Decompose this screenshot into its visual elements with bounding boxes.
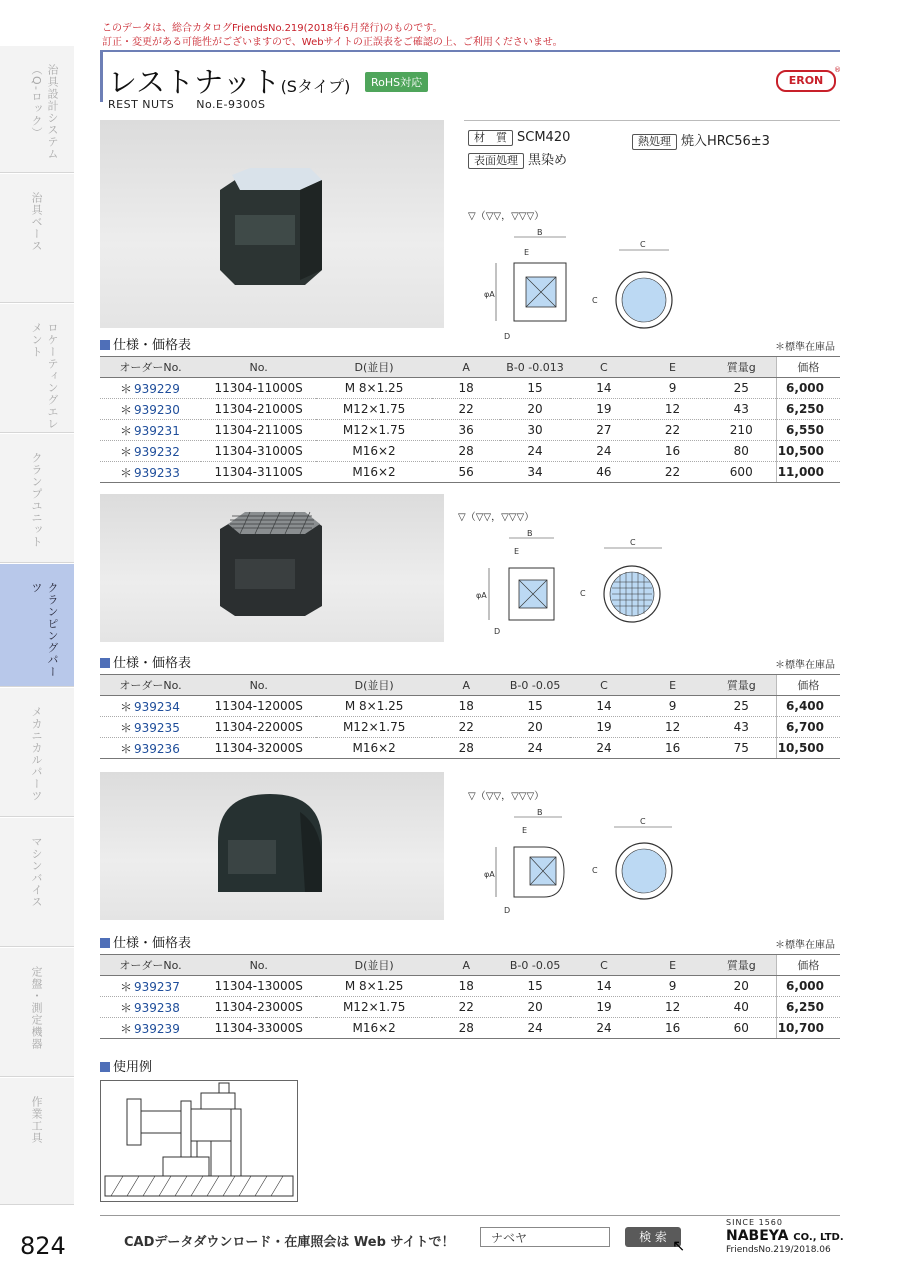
drawing-dome: [464, 787, 704, 927]
dim-b-value: 15: [501, 976, 570, 997]
thread-size: M12×1.75: [316, 399, 432, 420]
notice-line-1: このデータは、総合カタログFriendsNo.219(2018年6月発行)のものです。: [102, 23, 443, 34]
order-number[interactable]: [100, 1018, 201, 1039]
dim-e-value: 9: [638, 696, 707, 717]
dim-c-value: 46: [570, 462, 639, 483]
dim-b-value: 24: [500, 441, 569, 462]
nut-dome-image: [100, 772, 444, 920]
thread-size: M12×1.75: [316, 420, 432, 441]
dim-b: B: [527, 529, 533, 538]
table-row[interactable]: [100, 997, 840, 1018]
thread-size: M12×1.75: [316, 717, 432, 738]
sidenav-label: 治具ベース: [30, 192, 43, 252]
spec-table-3: [100, 954, 840, 1039]
table-row[interactable]: [100, 378, 840, 399]
order-number-link[interactable]: 939238: [134, 1000, 180, 1015]
usage-example-drawing: [100, 1080, 298, 1202]
col-e: E: [638, 955, 707, 976]
stock-asterisk-icon: ＊: [120, 423, 133, 438]
order-number-link[interactable]: 939239: [134, 1021, 180, 1036]
col-b: B-0 -0.05: [501, 955, 570, 976]
registered-mark: ®: [834, 66, 841, 74]
dim-b-value: 24: [501, 1018, 570, 1039]
search-button[interactable]: 検 索: [625, 1227, 681, 1247]
usage-diagram: [101, 1081, 297, 1201]
price-value: 10,500: [776, 441, 840, 462]
stock-asterisk-icon: ＊: [120, 444, 133, 459]
part-number: 11304-21000S: [201, 399, 316, 420]
sidenav-item-1[interactable]: [0, 174, 74, 303]
weight-value: 25: [707, 696, 776, 717]
order-number-link[interactable]: 939237: [134, 979, 180, 994]
dim-e-value: 22: [638, 420, 707, 441]
sidenav-item-6[interactable]: [0, 818, 74, 947]
col-price: 価格: [776, 955, 840, 976]
weight-value: 80: [707, 441, 776, 462]
sidenav-label: ロケーティングエレメント: [30, 322, 59, 430]
finish-mark: ▽（▽▽，▽▽▽）: [468, 791, 545, 802]
part-number: 11304-12000S: [201, 696, 316, 717]
sidenav-item-0[interactable]: [0, 46, 74, 173]
sidenav-label: 定盤・測定機器: [30, 966, 43, 1050]
col-price: 価格: [776, 357, 840, 378]
dim-e-value: 16: [638, 1018, 707, 1039]
dim-a: φA: [484, 290, 495, 299]
english-title: [108, 98, 265, 111]
dim-b-value: 30: [500, 420, 569, 441]
surface-tag: 表面処理: [468, 153, 524, 169]
thread-size: M16×2: [316, 441, 432, 462]
dim-a: φA: [476, 591, 487, 600]
order-number[interactable]: [100, 738, 201, 759]
stock-asterisk-icon: ＊: [120, 381, 133, 396]
order-number-link[interactable]: 939236: [134, 741, 180, 756]
dim-b-value: 20: [501, 717, 570, 738]
dim-a: φA: [484, 870, 495, 879]
col-weight: 質量g: [707, 357, 776, 378]
price-value: 6,250: [776, 997, 840, 1018]
table-row[interactable]: [100, 399, 840, 420]
order-number[interactable]: [100, 399, 201, 420]
thread-size: M12×1.75: [316, 997, 432, 1018]
dim-e-value: 12: [638, 997, 707, 1018]
weight-value: 75: [707, 738, 776, 759]
cad-download-text: CADデータダウンロード・在庫照会は Web サイトで！: [124, 1235, 455, 1250]
dim-c-top: C: [640, 240, 646, 249]
dim-c-value: 14: [570, 378, 639, 399]
title-accent-bar: [100, 52, 103, 102]
dim-e: E: [522, 826, 528, 835]
dim-c-value: 24: [570, 738, 639, 759]
dim-a-value: 36: [432, 420, 501, 441]
order-number[interactable]: [100, 378, 201, 399]
section-square-icon: [100, 658, 110, 668]
section-square-icon: [100, 340, 110, 350]
dim-a-value: 18: [432, 378, 501, 399]
dim-e: E: [514, 547, 520, 556]
dim-c-side: C: [592, 296, 598, 305]
dim-c-value: 19: [570, 997, 639, 1018]
stock-asterisk-icon: ＊: [120, 1000, 133, 1015]
dim-c-value: 24: [570, 441, 639, 462]
stock-asterisk-icon: ＊: [120, 699, 133, 714]
table-row[interactable]: [100, 738, 840, 759]
col-no: No.: [201, 675, 316, 696]
sidenav-item-3[interactable]: [0, 434, 74, 563]
dim-c-value: 19: [570, 399, 639, 420]
dim-b-value: 20: [500, 399, 569, 420]
col-b: B-0 -0.05: [501, 675, 570, 696]
stock-asterisk-icon: ＊: [120, 1021, 133, 1036]
order-number[interactable]: [100, 717, 201, 738]
table-header-row: [100, 955, 840, 976]
col-a: A: [432, 357, 501, 378]
dim-d: D: [504, 332, 511, 341]
col-weight: 質量g: [707, 955, 776, 976]
col-c: C: [570, 357, 639, 378]
finish-mark: ▽（▽▽，▽▽▽）: [458, 512, 535, 523]
section-head-3: [100, 932, 191, 951]
price-value: 11,000: [776, 462, 840, 483]
order-number-link[interactable]: 939234: [134, 699, 180, 714]
section-label: 仕様・価格表: [113, 656, 192, 671]
drawing-knurled: [454, 508, 694, 648]
dim-a-value: 18: [432, 976, 501, 997]
order-number-link[interactable]: 939230: [134, 402, 180, 417]
col-order: オーダーNo.: [100, 357, 201, 378]
col-d: D(並目): [316, 357, 432, 378]
page-number: 824: [20, 1232, 66, 1260]
dim-c-top: C: [640, 817, 646, 826]
nut-knurled-image: [100, 494, 444, 642]
col-weight: 質量g: [707, 675, 776, 696]
sidenav-item-2[interactable]: [0, 304, 74, 433]
order-number-link[interactable]: 939231: [134, 423, 180, 438]
spec-table-1: [100, 356, 840, 483]
price-value: 6,000: [776, 378, 840, 399]
order-number[interactable]: [100, 441, 201, 462]
part-number: 11304-31100S: [201, 462, 316, 483]
footer-divider: [100, 1215, 840, 1216]
part-number: 11304-11000S: [201, 378, 316, 399]
dim-b-value: 24: [501, 738, 570, 759]
dim-a-value: 28: [432, 738, 501, 759]
order-number[interactable]: [100, 696, 201, 717]
sidenav-item-5[interactable]: [0, 688, 74, 817]
search-input[interactable]: ナベヤ: [480, 1227, 610, 1247]
finish-mark: ▽（▽▽，▽▽▽）: [468, 211, 545, 222]
heat-spec: [632, 130, 770, 150]
thread-size: M16×2: [316, 1018, 432, 1039]
dim-a-value: 28: [432, 1018, 501, 1039]
page-title: [108, 60, 350, 101]
weight-value: 600: [707, 462, 776, 483]
catalog-number: FriendsNo.219/2018.06: [726, 1245, 831, 1255]
order-number-link[interactable]: 939229: [134, 381, 180, 396]
stock-asterisk-icon: ＊: [120, 741, 133, 756]
weight-value: 20: [707, 976, 776, 997]
stock-note-2: ＊標準在庫品: [775, 660, 835, 671]
price-value: 10,500: [776, 738, 840, 759]
weight-value: 60: [707, 1018, 776, 1039]
col-order: オーダーNo.: [100, 675, 201, 696]
price-value: 6,700: [776, 717, 840, 738]
section-label: 仕様・価格表: [113, 936, 192, 951]
part-number: 11304-32000S: [201, 738, 316, 759]
table-row[interactable]: [100, 441, 840, 462]
table-row[interactable]: [100, 420, 840, 441]
price-value: 6,550: [776, 420, 840, 441]
surface-spec: [468, 149, 567, 169]
order-number[interactable]: [100, 420, 201, 441]
part-number: 11304-23000S: [201, 997, 316, 1018]
col-b: B-0 -0.013: [500, 357, 569, 378]
weight-value: 43: [707, 399, 776, 420]
drawing-flat: [464, 205, 704, 345]
sidenav-label: クランプユニット: [30, 452, 43, 548]
stock-note-3: ＊標準在庫品: [775, 940, 835, 951]
col-c: C: [570, 675, 639, 696]
english-name: REST NUTS: [108, 98, 175, 111]
dim-a-value: 22: [432, 997, 501, 1018]
col-a: A: [432, 955, 501, 976]
nut-flat-image: [100, 120, 444, 328]
col-d: D(並目): [316, 955, 432, 976]
dim-b: B: [537, 228, 543, 237]
sidenav-label: メカニカルパーツ: [30, 706, 43, 802]
order-number[interactable]: [100, 997, 201, 1018]
dim-b-value: 15: [501, 696, 570, 717]
company-name: NABEYA: [726, 1228, 789, 1244]
dim-d: D: [494, 627, 501, 636]
order-number-link[interactable]: 939233: [134, 465, 180, 480]
dim-e-value: 16: [638, 738, 707, 759]
since-label: SINCE 1560: [726, 1218, 783, 1227]
spec-table-2: [100, 674, 840, 759]
col-price: 価格: [776, 675, 840, 696]
dim-e-value: 12: [638, 717, 707, 738]
heat-value: 焼入HRC56±3: [681, 134, 770, 149]
notice: [102, 22, 563, 50]
surface-value: 黒染め: [528, 153, 568, 168]
thread-size: M16×2: [316, 738, 432, 759]
table-row[interactable]: [100, 1018, 840, 1039]
table-row[interactable]: [100, 976, 840, 997]
dim-e-value: 16: [638, 441, 707, 462]
dim-c-value: 14: [570, 696, 639, 717]
section-square-icon: [100, 1062, 110, 1072]
weight-value: 25: [707, 378, 776, 399]
heat-tag: 熱処理: [632, 134, 677, 150]
part-number: 11304-21100S: [201, 420, 316, 441]
section-head-1: [100, 334, 191, 353]
part-number: 11304-22000S: [201, 717, 316, 738]
stock-asterisk-icon: ＊: [120, 465, 133, 480]
order-number[interactable]: [100, 976, 201, 997]
spec-divider: [464, 120, 840, 121]
table-row[interactable]: [100, 696, 840, 717]
dim-e: E: [524, 248, 530, 257]
product-number: No.E-9300S: [196, 98, 266, 111]
material-tag: 材 質: [468, 130, 513, 146]
material-value: SCM420: [517, 130, 571, 145]
col-c: C: [570, 955, 639, 976]
weight-value: 210: [707, 420, 776, 441]
table-header-row: [100, 357, 840, 378]
part-number: 11304-33000S: [201, 1018, 316, 1039]
table-row[interactable]: [100, 462, 840, 483]
part-number: 11304-13000S: [201, 976, 316, 997]
product-photo-knurled: [100, 494, 444, 642]
stock-asterisk-icon: ＊: [120, 979, 133, 994]
cursor-arrow-icon: ↖: [672, 1236, 686, 1255]
col-d: D(並目): [316, 675, 432, 696]
price-value: 6,250: [776, 399, 840, 420]
usage-label: 使用例: [113, 1060, 153, 1075]
dim-a-value: 22: [432, 717, 501, 738]
top-divider: [100, 50, 840, 52]
dim-e-value: 9: [638, 378, 707, 399]
weight-value: 43: [707, 717, 776, 738]
col-no: No.: [201, 357, 316, 378]
col-order: オーダーNo.: [100, 955, 201, 976]
dim-b-value: 15: [500, 378, 569, 399]
dim-b-value: 20: [501, 997, 570, 1018]
dim-a-value: 22: [432, 399, 501, 420]
section-head-2: [100, 652, 191, 671]
product-photo-flat: [100, 120, 444, 328]
notice-line-2: 訂正・変更がある可能性がございますので、Webサイトの正誤表をご確認の上、ご利用くださいませ。: [102, 37, 563, 48]
product-photo-dome: [100, 772, 444, 920]
dim-b-value: 34: [500, 462, 569, 483]
weight-value: 40: [707, 997, 776, 1018]
dim-e-value: 12: [638, 399, 707, 420]
price-value: 10,700: [776, 1018, 840, 1039]
sidenav-item-4[interactable]: [0, 564, 74, 687]
dim-c-side: C: [592, 866, 598, 875]
col-e: E: [638, 357, 707, 378]
company-logo: [726, 1228, 844, 1244]
dim-c-side: C: [580, 589, 586, 598]
table-body: [100, 696, 840, 759]
dim-c-value: 27: [570, 420, 639, 441]
section-label: 仕様・価格表: [113, 338, 192, 353]
col-no: No.: [201, 955, 316, 976]
part-number: 11304-31000S: [201, 441, 316, 462]
order-number-link[interactable]: 939232: [134, 444, 180, 459]
table-body: [100, 378, 840, 483]
dim-a-value: 28: [432, 441, 501, 462]
usage-head: [100, 1056, 152, 1075]
sidenav-label: 作業工具: [30, 1096, 43, 1144]
section-square-icon: [100, 938, 110, 948]
title-main: レストナット: [108, 65, 281, 99]
table-row[interactable]: [100, 717, 840, 738]
eron-logo: ERON: [776, 70, 836, 92]
table-body: [100, 976, 840, 1039]
dim-e-value: 22: [638, 462, 707, 483]
thread-size: M16×2: [316, 462, 432, 483]
title-sub: (Sタイプ): [280, 77, 351, 96]
company-suffix: CO., LTD.: [793, 1232, 844, 1243]
thread-size: M 8×1.25: [316, 976, 432, 997]
thread-size: M 8×1.25: [316, 696, 432, 717]
sidenav-label: クランピングパーツ: [30, 582, 59, 678]
stock-asterisk-icon: ＊: [120, 720, 133, 735]
sidenav-label: マシンバイス: [30, 836, 43, 908]
stock-note-1: ＊標準在庫品: [775, 342, 835, 353]
dim-c-value: 19: [570, 717, 639, 738]
order-number[interactable]: [100, 462, 201, 483]
dim-b: B: [537, 808, 543, 817]
dim-a-value: 18: [432, 696, 501, 717]
thread-size: M 8×1.25: [316, 378, 432, 399]
sidenav-label: 治具設計システム（Q-ロック）: [30, 64, 59, 160]
stock-asterisk-icon: ＊: [120, 402, 133, 417]
dim-c-top: C: [630, 538, 636, 547]
table-header-row: [100, 675, 840, 696]
price-value: 6,000: [776, 976, 840, 997]
dim-c-value: 14: [570, 976, 639, 997]
price-value: 6,400: [776, 696, 840, 717]
dim-c-value: 24: [570, 1018, 639, 1039]
sidenav-item-7[interactable]: [0, 948, 74, 1077]
col-e: E: [638, 675, 707, 696]
material-spec: [468, 130, 570, 146]
rohs-badge: RoHS対応: [365, 72, 428, 92]
col-a: A: [432, 675, 501, 696]
order-number-link[interactable]: 939235: [134, 720, 180, 735]
dim-a-value: 56: [432, 462, 501, 483]
dim-d: D: [504, 906, 511, 915]
dim-e-value: 9: [638, 976, 707, 997]
sidenav-item-8[interactable]: [0, 1078, 74, 1205]
